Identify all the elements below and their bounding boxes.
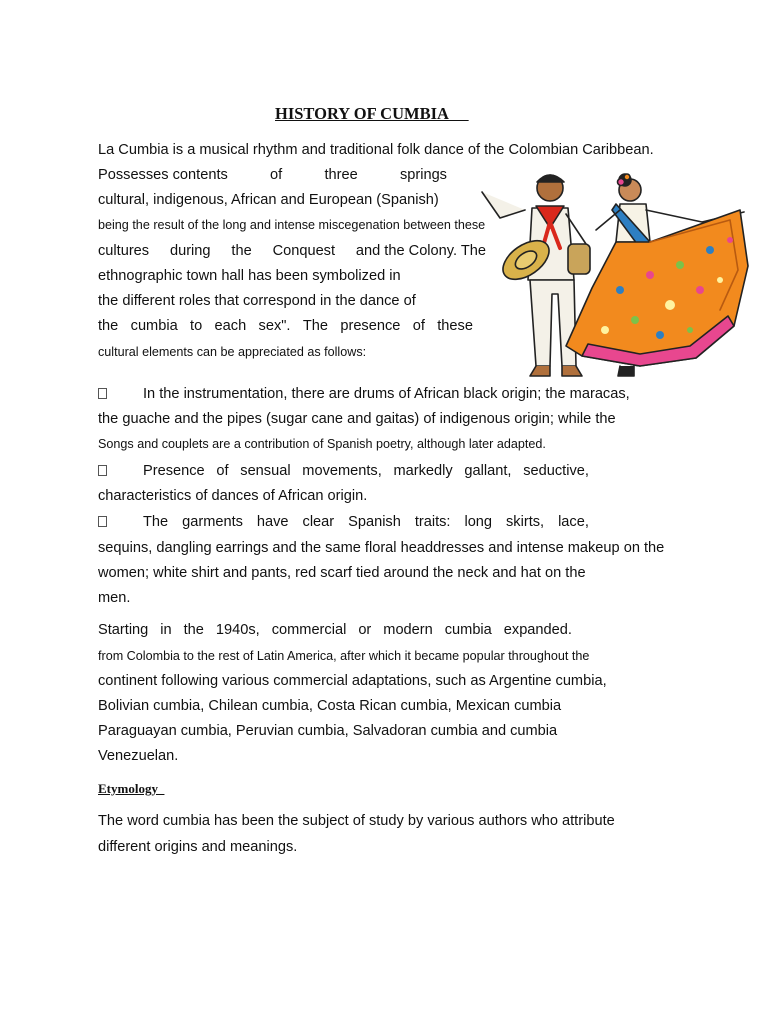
paragraph-line: Venezuelan. — [98, 748, 179, 764]
page-title: HISTORY OF CUMBIA — [275, 104, 469, 123]
intro-line: Possesses contents of three springs — [98, 167, 447, 183]
paragraph-line: different origins and meanings. — [98, 839, 298, 855]
intro-line: ethnographic town hall has been symbolized in — [98, 268, 401, 284]
bullet-line: The garments have clear Spanish traits: long skirts, lace, — [143, 514, 589, 530]
intro-line: cultural, indigenous, African and European (Spanish) — [98, 192, 439, 208]
bullet-line: the guache and the pipes (sugar cane and gaitas) of indigenous origin; while the — [98, 411, 616, 427]
paragraph-line: from Colombia to the rest of Latin America, after which it became popular throughout the — [98, 649, 590, 663]
bullet-line: women; white shirt and pants, red scarf tied around the neck and hat on the — [98, 565, 586, 581]
paragraph-line: Bolivian cumbia, Chilean cumbia, Costa Rican cumbia, Mexican cumbia — [98, 698, 562, 714]
bullet-box-icon — [98, 388, 107, 399]
intro-line: cultural elements can be appreciated as follows: — [98, 345, 367, 359]
bullet-box-icon — [98, 465, 107, 476]
paragraph-line: The word cumbia has been the subject of study by various authors who attribute — [98, 813, 615, 829]
intro-line: cultures during the Conquest and the Colony. The — [98, 243, 486, 259]
bullet-line: Songs and couplets are a contribution of Spanish poetry, although later adapted. — [98, 437, 546, 451]
intro-line: the different roles that correspond in the dance of — [98, 293, 416, 309]
bullet-box-icon — [98, 516, 107, 527]
paragraph-line: continent following various commercial adaptations, such as Argentine cumbia, — [98, 673, 607, 689]
section-heading: Etymology — [98, 781, 165, 796]
intro-line: being the result of the long and intense miscegenation between these — [98, 218, 486, 232]
bullet-line: men. — [98, 590, 131, 606]
bullet-line: In the instrumentation, there are drums of African black origin; the maracas, — [143, 386, 630, 402]
bullet-line: characteristics of dances of African origin. — [98, 488, 368, 504]
cumbia-dancers-illustration — [470, 170, 750, 382]
bullet-line: sequins, dangling earrings and the same floral headdresses and intense makeup on the — [98, 540, 665, 556]
bullet-line: Presence of sensual movements, markedly gallant, seductive, — [143, 463, 589, 479]
intro-line: La Cumbia is a musical rhythm and traditional folk dance of the Colombian Caribbean. — [98, 142, 654, 158]
intro-line: the cumbia to each sex". The presence of these — [98, 318, 473, 334]
paragraph-line: Starting in the 1940s, commercial or modern cumbia expanded. — [98, 622, 572, 638]
paragraph-line: Paraguayan cumbia, Peruvian cumbia, Salvadoran cumbia and cumbia — [98, 723, 558, 739]
